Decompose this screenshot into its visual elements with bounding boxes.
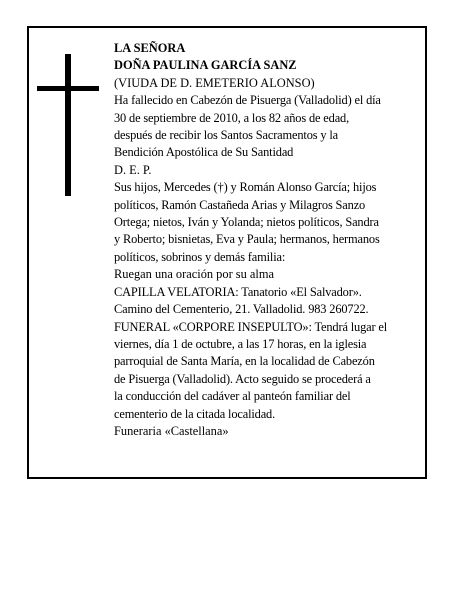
chapel-paragraph: CAPILLA VELATORIA: Tanatorio «El Salvador». Camino del Cementerio, 21. Valladolid. 983 260722. xyxy=(114,284,369,317)
widow-of-line: (VIUDA DE D. EMETERIO ALONSO) xyxy=(114,75,315,90)
funeral-paragraph: FUNERAL «CORPORE INSEPULTO»: Tendrá lugar el viernes, día 1 de octubre, a las 17 horas, en la iglesia parroquial de Santa María, en la localidad de Cabezón de Pisuerga (Valladolid). Acto seguido se procederá a la conducción del cadáver al panteón familiar del cementerio de la citada localidad. xyxy=(114,319,388,421)
deceased-title: LA SEÑORA xyxy=(114,41,186,55)
passing-paragraph: Ha fallecido en Cabezón de Pisuerga (Valladolid) el día 30 de septiembre de 2010, a los 82 años de edad, después de recibir los Santos Sacramentos y la Bendición Apostólica de Su Santidad xyxy=(114,93,381,160)
cross-horizontal-bar xyxy=(37,86,99,91)
prayer-request: Ruegan una oración por su alma xyxy=(114,267,274,282)
rest-in-peace: D. E. P. xyxy=(114,162,152,177)
funeral-home: Funeraria «Castellana» xyxy=(114,423,229,438)
family-paragraph: Sus hijos, Mercedes (†) y Román Alonso García; hijos políticos, Ramón Castañeda Arias y Milagros Sanzo Ortega; nietos, Iván y Yolanda; nietos políticos, Sandra y Roberto; bisnietas, Eva y Paula; hermanos, hermanos políticos, sobrinos y demás familia: xyxy=(114,180,380,264)
deceased-name: DOÑA PAULINA GARCÍA SANZ xyxy=(114,58,297,73)
obituary-text xyxy=(114,40,424,440)
cross-vertical-bar xyxy=(65,54,71,196)
cross-icon xyxy=(37,54,99,196)
